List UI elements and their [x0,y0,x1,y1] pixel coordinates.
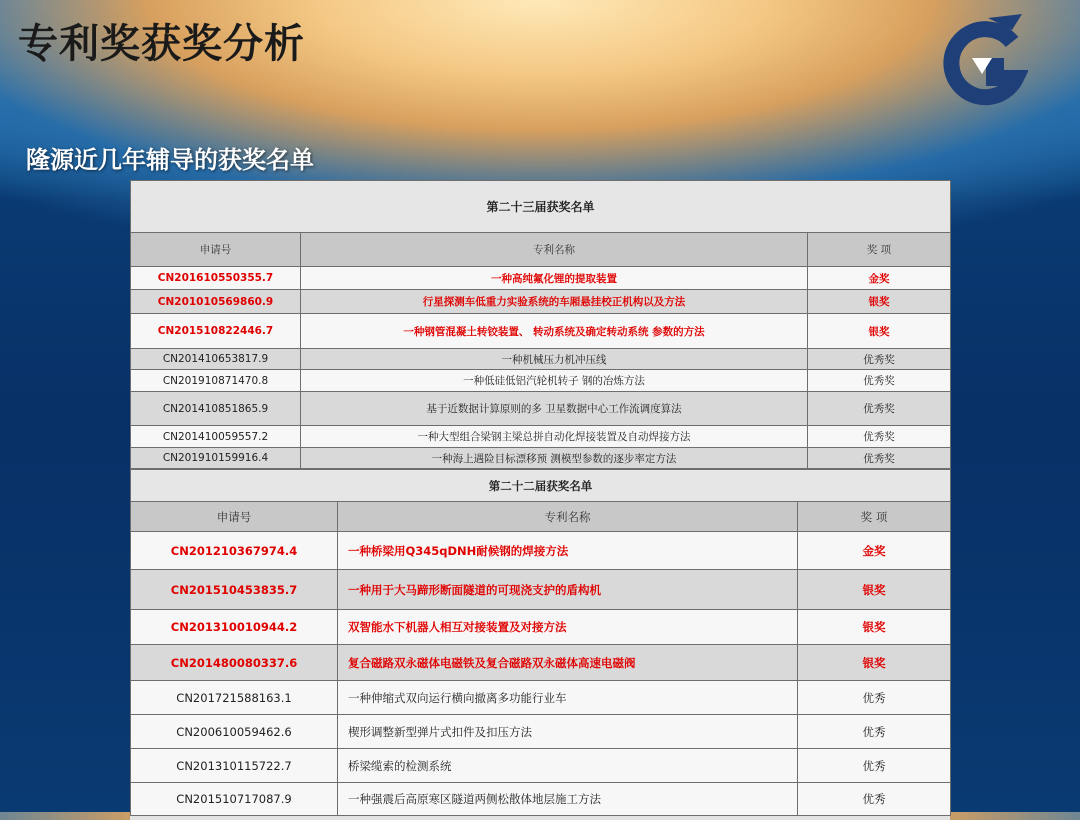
award-level: 优秀奖 [808,392,951,426]
column-header-name: 专利名称 [301,233,808,267]
table-row [131,532,951,570]
award-level: 银奖 [808,314,951,349]
award-level: 优秀 [798,783,951,816]
column-header-number: 申请号 [131,502,338,532]
slide-title: 专利奖获奖分析 [18,21,305,67]
patent-number: CN201510453835.7 [131,570,338,610]
table-row [131,349,951,370]
company-logo-icon [942,12,1028,108]
table-row [131,610,951,645]
patent-name: 一种高纯氟化锂的提取装置 [301,267,808,290]
patent-number: CN201721588163.1 [131,681,338,715]
patent-number: CN201310010944.2 [131,610,338,645]
patent-name: 桥梁缆索的检测系统 [338,749,798,783]
patent-number: CN201010569860.9 [131,290,301,314]
patent-number: CN201480080337.6 [131,645,338,681]
patent-number: CN201910159916.4 [131,448,301,469]
patent-number: CN201510717087.9 [131,783,338,816]
award-list-sheet [130,180,950,820]
award-level: 金奖 [798,532,951,570]
table-row [131,645,951,681]
patent-name: 基于近数据计算原则的多 卫星数据中心工作流调度算法 [301,392,808,426]
award-level: 优秀 [798,681,951,715]
table-row [131,570,951,610]
patent-name: 一种海上遇险目标漂移预 测模型参数的逐步率定方法 [301,448,808,469]
award-level: 金奖 [808,267,951,290]
award-level: 银奖 [798,610,951,645]
award-level: 优秀奖 [808,349,951,370]
award-level: 银奖 [798,570,951,610]
column-header-number: 申请号 [131,233,301,267]
patent-name: 楔形调整新型弹片式扣件及扣压方法 [338,715,798,749]
patent-name: 双智能水下机器人相互对接装置及对接方法 [338,610,798,645]
patent-number: CN201610550355.7 [131,267,301,290]
table-row [131,448,951,469]
table-row [131,290,951,314]
patent-number: CN200610059462.6 [131,715,338,749]
patent-number: CN201410653817.9 [131,349,301,370]
patent-name: 一种强震后高原寒区隧道两侧松散体地层施工方法 [338,783,798,816]
table-caption: 第二十三届获奖名单 [131,181,951,233]
patent-name: 一种大型组合梁钢主梁总拼自动化焊接装置及自动焊接方法 [301,426,808,448]
patent-name: 复合磁路双永磁体电磁铁及复合磁路双永磁体高速电磁阀 [338,645,798,681]
award-level: 优秀 [798,749,951,783]
table-row [131,370,951,392]
patent-name: 一种用于大马蹄形断面隧道的可现浇支护的盾构机 [338,570,798,610]
patent-name: 一种低硅低铝汽轮机转子 钢的冶炼方法 [301,370,808,392]
patent-number: CN201910871470.8 [131,370,301,392]
patent-number: CN201210367974.4 [131,532,338,570]
award-level: 优秀奖 [808,448,951,469]
slide-subtitle: 隆源近几年辅导的获奖名单 [26,146,314,174]
table-row [131,392,951,426]
patent-name: 一种桥梁用Q345qDNH耐候钢的焊接方法 [338,532,798,570]
table-row [131,749,951,783]
award-table-23rd [130,180,951,469]
award-level: 优秀奖 [808,370,951,392]
award-level: 银奖 [798,645,951,681]
patent-number: CN201510822446.7 [131,314,301,349]
award-level: 银奖 [808,290,951,314]
patent-name: 行星探测车低重力实验系统的车厢悬挂校正机构以及方法 [301,290,808,314]
patent-name: 一种伸缩式双向运行横向撤离多功能行业车 [338,681,798,715]
table-row [131,681,951,715]
patent-name: 一种钢管混凝土转铰装置、 转动系统及确定转动系统 参数的方法 [301,314,808,349]
column-header-award: 奖 项 [808,233,951,267]
column-header-name: 专利名称 [338,502,798,532]
table-row [131,426,951,448]
patent-number: CN201310115722.7 [131,749,338,783]
table-row [131,783,951,816]
patent-number: CN201410059557.2 [131,426,301,448]
table-row [131,314,951,349]
table-row [131,267,951,290]
award-level: 优秀奖 [808,426,951,448]
table-row [131,715,951,749]
patent-number: CN201410851865.9 [131,392,301,426]
award-level: 优秀 [798,715,951,749]
award-table-22nd [130,469,951,816]
column-header-award: 奖 项 [798,502,951,532]
table-caption: 第二十二届获奖名单 [131,470,951,502]
patent-name: 一种机械压力机冲压线 [301,349,808,370]
